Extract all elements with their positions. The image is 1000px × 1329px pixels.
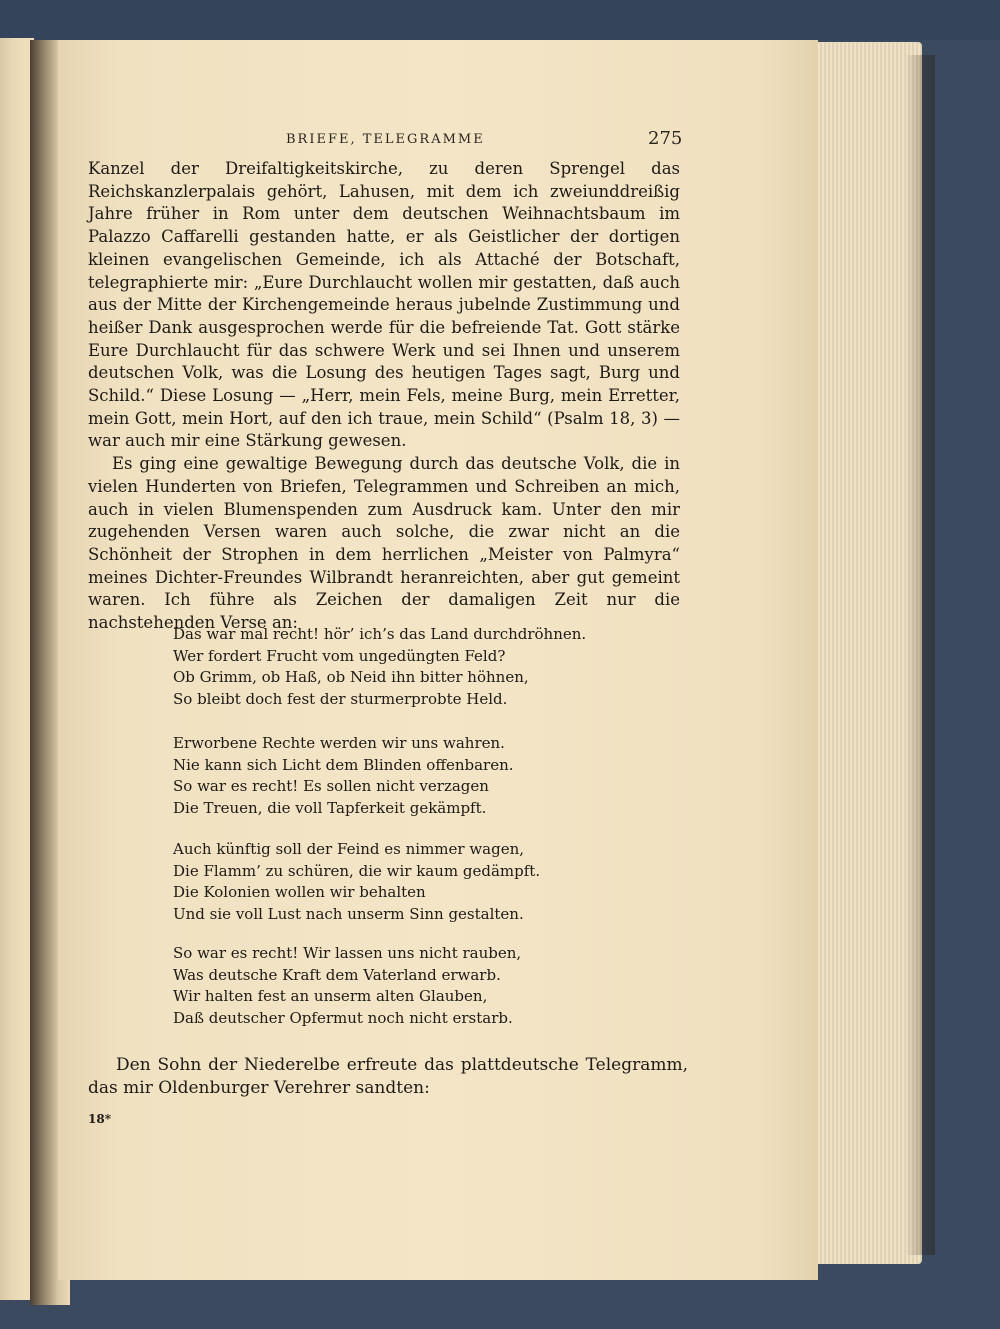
verse-line: Daß deutscher Opfermut noch nicht erstarb.	[173, 1008, 513, 1027]
paragraph: Es ging eine gewaltige Bewegung durch das deutsche Volk, die in vielen Hunderten von Briefen, Telegrammen und Schreiben an mich, auch in vielen Blumenspenden zum Ausdruck kam. Unter den mir zugehenden Versen waren auch solche, die zwar nicht an die Schönheit der Strophen in dem herrlichen „Meister von Palmyra“ meines Dichter-Freundes Wilbrandt heranreichten, aber gut gemeint waren. Ich führe als Zeichen der damaligen Zeit nur die nachstehenden Verse an:	[88, 454, 680, 633]
closing-paragraph	[88, 1054, 688, 1100]
paragraph: Kanzel der Dreifaltigkeitskirche, zu deren Sprengel das Reichskanzlerpalais gehört, Lahusen, mit dem ich zweiunddreißig Jahre früher in Rom unter dem deutschen Weihnachtsbaum im Palazzo Caffarelli gestanden hatte, er als Geistlicher der dortigen kleinen evangelischen Gemeinde, ich als Attaché der Botschaft, telegraphierte mir: „Eure Durchlaucht wollen mir gestatten, daß auch aus der Mitte der Kirchengemeinde heraus jubelnde Zustimmung und heißer Dank ausgesprochen werde für die befreiende Tat. Gott stärke Eure Durchlaucht für das schwere Werk und sei Ihnen und unserem deutschen Volk, was die Losung des heutigen Tages sagt, Burg und Schild.“ Diese Losung — „Herr, mein Fels, meine Burg, mein Erretter, mein Gott, mein Hort, auf den ich traue, mein Schild“ (Psalm 18, 3) — war auch mir eine Stärkung gewesen.	[88, 159, 680, 451]
running-title: BRIEFE, TELEGRAMME	[286, 132, 485, 147]
verse-line: Die Kolonien wollen wir behalten	[173, 883, 426, 901]
verse-line: So bleibt doch fest der sturmerprobte Held.	[173, 689, 508, 708]
verse-line: So war es recht! Wir lassen uns nicht rauben,	[173, 944, 522, 962]
verse-line: Auch künftig soll der Feind es nimmer wagen,	[173, 840, 525, 858]
verse-line: Was deutsche Kraft dem Vaterland erwarb.	[173, 965, 501, 984]
poem-stanza	[173, 624, 693, 710]
poem-stanza	[173, 943, 693, 1029]
left-page-edge	[0, 38, 34, 1300]
verse-line: Wir halten fest an unserm alten Glauben,	[173, 987, 488, 1005]
page-edges-shadow	[905, 55, 935, 1255]
verse-line: Ob Grimm, ob Haß, ob Neid ihn bitter höhnen,	[173, 668, 529, 686]
page-number: 275	[648, 128, 683, 149]
poem-stanza	[173, 733, 693, 819]
verse-line: Nie kann sich Licht dem Blinden offenbaren.	[173, 755, 514, 774]
verse-line: So war es recht! Es sollen nicht verzagen	[173, 777, 489, 795]
verse-line: Und sie voll Lust nach unserm Sinn gestalten.	[173, 904, 524, 923]
signature-mark: 18*	[88, 1112, 111, 1126]
verse-line: Erworbene Rechte werden wir uns wahren.	[173, 734, 505, 752]
verse-line: Die Flamm’ zu schüren, die wir kaum gedämpft.	[173, 861, 541, 880]
book-cover-top	[0, 0, 1000, 40]
verse-line: Das war mal recht! hör’ ich’s das Land durchdröhnen.	[173, 625, 587, 643]
prose-body	[88, 158, 680, 635]
poem-stanza	[173, 839, 693, 925]
verse-line: Die Treuen, die voll Tapferkeit gekämpft.	[173, 798, 487, 817]
verse-line: Wer fordert Frucht vom ungedüngten Feld?	[173, 646, 506, 665]
paragraph: Den Sohn der Niederelbe erfreute das plattdeutsche Telegramm, das mir Oldenburger Verehrer sandten:	[88, 1055, 688, 1098]
